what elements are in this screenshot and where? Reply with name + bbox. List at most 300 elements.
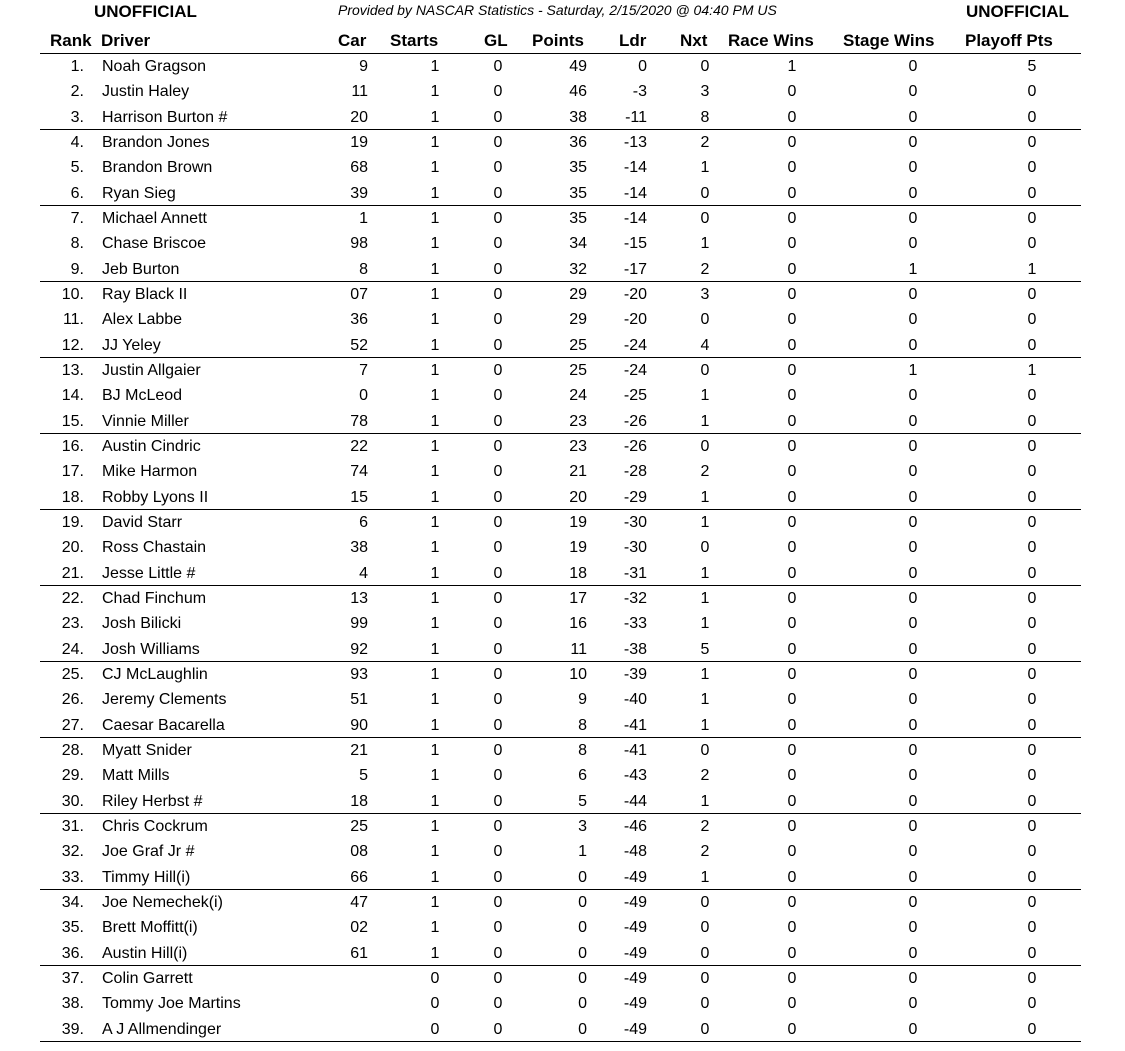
rank-cell: 36.: [61, 944, 84, 962]
rank-cell: 16.: [61, 437, 84, 455]
playoff-pts-cell: 0: [1027, 437, 1037, 455]
ldr-cell: -28: [623, 463, 647, 481]
rank-cell: 6.: [70, 184, 84, 202]
points-cell: 17: [569, 589, 587, 607]
race-wins-cell: 0: [787, 285, 797, 303]
gl-cell: 0: [493, 868, 503, 886]
points-cell: 19: [569, 539, 587, 557]
driver-cell: Brandon Jones: [102, 133, 210, 151]
gl-cell: 0: [493, 83, 503, 101]
car-cell: 7: [359, 361, 368, 379]
car-cell: 07: [350, 285, 368, 303]
driver-cell: Jeb Burton: [102, 260, 180, 278]
gl-cell: 0: [493, 792, 503, 810]
driver-cell: David Starr: [102, 513, 183, 531]
points-cell: 35: [569, 209, 587, 227]
car-cell: 51: [350, 691, 368, 709]
car-cell: 99: [350, 615, 368, 633]
nxt-cell: 0: [700, 437, 710, 455]
stage-wins-cell: 0: [908, 108, 918, 126]
starts-cell: 1: [430, 108, 440, 126]
ldr-cell: -33: [623, 615, 647, 633]
nxt-cell: 1: [700, 412, 710, 430]
car-cell: 98: [350, 235, 368, 253]
starts-cell: 1: [430, 615, 440, 633]
nxt-cell: 1: [700, 691, 710, 709]
stage-wins-cell: 0: [908, 919, 918, 937]
nxt-cell: 0: [700, 184, 710, 202]
unofficial-label-left: UNOFFICIAL: [94, 2, 197, 21]
table-row: [0, 209, 1125, 234]
group-divider: [40, 661, 1081, 662]
race-wins-cell: 0: [787, 691, 797, 709]
nxt-cell: 2: [700, 817, 710, 835]
nxt-cell: 0: [700, 209, 710, 227]
table-row: [0, 589, 1125, 614]
car-cell: 6: [359, 513, 368, 531]
nxt-cell: 8: [700, 108, 710, 126]
ldr-cell: -24: [623, 361, 647, 379]
gl-cell: 0: [493, 159, 503, 177]
race-wins-cell: 0: [787, 615, 797, 633]
race-wins-cell: 0: [787, 336, 797, 354]
nxt-cell: 0: [700, 311, 710, 329]
nxt-cell: 2: [700, 260, 710, 278]
car-cell: 1: [359, 209, 368, 227]
stage-wins-cell: 0: [908, 285, 918, 303]
car-cell: 39: [350, 184, 368, 202]
stage-wins-cell: 0: [908, 995, 918, 1013]
gl-cell: 0: [493, 1020, 503, 1038]
points-cell: 23: [569, 412, 587, 430]
table-row: [0, 918, 1125, 943]
group-divider: [40, 585, 1081, 586]
stage-wins-cell: 0: [908, 235, 918, 253]
nxt-cell: 1: [700, 159, 710, 177]
group-divider: [40, 1041, 1081, 1042]
playoff-pts-cell: 0: [1027, 539, 1037, 557]
driver-cell: Mike Harmon: [102, 463, 198, 481]
gl-cell: 0: [493, 640, 503, 658]
rank-cell: 21.: [61, 564, 84, 582]
ldr-cell: -49: [623, 995, 647, 1013]
driver-cell: Josh Williams: [102, 640, 200, 658]
gl-cell: 0: [493, 260, 503, 278]
playoff-pts-cell: 0: [1027, 767, 1037, 785]
driver-cell: Ross Chastain: [102, 539, 207, 557]
table-row: [0, 361, 1125, 386]
points-cell: 35: [569, 184, 587, 202]
stage-wins-cell: 0: [908, 716, 918, 734]
gl-cell: 0: [493, 58, 503, 75]
stage-wins-cell: 0: [908, 741, 918, 759]
starts-cell: 1: [430, 260, 440, 278]
car-cell: 9: [359, 58, 368, 75]
starts-cell: 1: [430, 919, 440, 937]
playoff-pts-cell: 0: [1027, 209, 1037, 227]
table-row: [0, 462, 1125, 487]
rank-cell: 28.: [61, 741, 84, 759]
playoff-pts-cell: 0: [1027, 235, 1037, 253]
race-wins-cell: 0: [787, 108, 797, 126]
gl-cell: 0: [493, 133, 503, 151]
stage-wins-cell: 0: [908, 843, 918, 861]
starts-cell: 1: [430, 311, 440, 329]
race-wins-cell: 0: [787, 412, 797, 430]
playoff-pts-cell: 0: [1027, 488, 1037, 506]
car-cell: 47: [350, 893, 368, 911]
rank-cell: 1.: [70, 58, 84, 75]
column-header-stage-wins: Stage Wins: [843, 31, 935, 50]
driver-cell: Myatt Snider: [102, 741, 192, 759]
playoff-pts-cell: 1: [1027, 361, 1037, 379]
starts-cell: 1: [430, 58, 440, 75]
driver-cell: A J Allmendinger: [102, 1020, 222, 1038]
car-cell: 78: [350, 412, 368, 430]
column-header-starts: Starts: [390, 31, 439, 50]
starts-cell: 0: [430, 969, 440, 987]
points-cell: 0: [578, 944, 587, 962]
ldr-cell: -13: [623, 133, 647, 151]
table-row: [0, 741, 1125, 766]
points-cell: 10: [569, 665, 587, 683]
table-row: [0, 614, 1125, 639]
points-cell: 3: [578, 817, 587, 835]
driver-cell: Timmy Hill(i): [102, 868, 191, 886]
driver-cell: Colin Garrett: [102, 969, 193, 987]
starts-cell: 1: [430, 387, 440, 405]
car-cell: 5: [359, 767, 368, 785]
stage-wins-cell: 0: [908, 184, 918, 202]
gl-cell: 0: [493, 969, 503, 987]
rank-cell: 22.: [61, 589, 84, 607]
stage-wins-cell: 0: [908, 944, 918, 962]
stage-wins-cell: 0: [908, 58, 918, 75]
rank-cell: 27.: [61, 716, 84, 734]
playoff-pts-cell: 0: [1027, 336, 1037, 354]
group-divider: [40, 889, 1081, 890]
rank-cell: 30.: [61, 792, 84, 810]
gl-cell: 0: [493, 589, 503, 607]
ldr-cell: -25: [623, 387, 647, 405]
starts-cell: 1: [430, 83, 440, 101]
rank-cell: 13.: [61, 361, 84, 379]
playoff-pts-cell: 0: [1027, 133, 1037, 151]
points-cell: 0: [578, 969, 587, 987]
table-row: [0, 158, 1125, 183]
gl-cell: 0: [493, 412, 503, 430]
driver-cell: Chris Cockrum: [102, 817, 208, 835]
table-row: [0, 82, 1125, 107]
car-cell: 36: [350, 311, 368, 329]
car-cell: 8: [359, 260, 368, 278]
ldr-cell: -48: [623, 843, 647, 861]
car-cell: 66: [350, 868, 368, 886]
ldr-cell: -49: [623, 969, 647, 987]
ldr-cell: -49: [623, 893, 647, 911]
ldr-cell: -49: [623, 919, 647, 937]
rank-cell: 5.: [70, 159, 84, 177]
stage-wins-cell: 0: [908, 513, 918, 531]
rank-cell: 15.: [61, 412, 84, 430]
column-header-gl: GL: [484, 31, 508, 50]
ldr-cell: -31: [623, 564, 647, 582]
starts-cell: 1: [430, 159, 440, 177]
race-wins-cell: 0: [787, 589, 797, 607]
group-divider: [40, 129, 1081, 130]
stage-wins-cell: 0: [908, 615, 918, 633]
playoff-pts-cell: 0: [1027, 513, 1037, 531]
playoff-pts-cell: 0: [1027, 564, 1037, 582]
car-cell: 21: [350, 741, 368, 759]
gl-cell: 0: [493, 893, 503, 911]
starts-cell: 1: [430, 741, 440, 759]
playoff-pts-cell: 0: [1027, 615, 1037, 633]
points-cell: 0: [578, 1020, 587, 1038]
car-cell: 02: [350, 919, 368, 937]
driver-cell: Vinnie Miller: [102, 412, 189, 430]
playoff-pts-cell: 0: [1027, 868, 1037, 886]
stage-wins-cell: 0: [908, 387, 918, 405]
stage-wins-cell: 0: [908, 1020, 918, 1038]
playoff-pts-cell: 1: [1027, 260, 1037, 278]
car-cell: 13: [350, 589, 368, 607]
starts-cell: 1: [430, 691, 440, 709]
points-cell: 6: [578, 767, 587, 785]
unofficial-label-right: UNOFFICIAL: [966, 2, 1069, 21]
ldr-cell: -39: [623, 665, 647, 683]
gl-cell: 0: [493, 817, 503, 835]
nxt-cell: 0: [700, 361, 710, 379]
nxt-cell: 3: [700, 285, 710, 303]
rank-cell: 3.: [70, 108, 84, 126]
nxt-cell: 1: [700, 387, 710, 405]
driver-cell: Chase Briscoe: [102, 235, 207, 253]
driver-cell: Matt Mills: [102, 767, 170, 785]
race-wins-cell: 0: [787, 235, 797, 253]
race-wins-cell: 0: [787, 817, 797, 835]
starts-cell: 1: [430, 665, 440, 683]
rank-cell: 2.: [70, 83, 84, 101]
starts-cell: 0: [430, 1020, 440, 1038]
column-header-ldr: Ldr: [619, 31, 647, 50]
points-cell: 35: [569, 159, 587, 177]
ldr-cell: -29: [623, 488, 647, 506]
gl-cell: 0: [493, 615, 503, 633]
race-wins-cell: 0: [787, 665, 797, 683]
group-divider: [40, 813, 1081, 814]
table-row: [0, 57, 1125, 82]
nxt-cell: 0: [700, 969, 710, 987]
starts-cell: 1: [430, 361, 440, 379]
points-cell: 25: [569, 336, 587, 354]
stage-wins-cell: 0: [908, 665, 918, 683]
column-header-playoff-pts: Playoff Pts: [965, 31, 1053, 50]
ldr-cell: -41: [623, 741, 647, 759]
playoff-pts-cell: 0: [1027, 412, 1037, 430]
points-cell: 32: [569, 260, 587, 278]
ldr-cell: -17: [623, 260, 647, 278]
race-wins-cell: 0: [787, 209, 797, 227]
rank-cell: 14.: [61, 387, 84, 405]
group-divider: [40, 737, 1081, 738]
car-cell: 08: [350, 843, 368, 861]
nxt-cell: 5: [700, 640, 710, 658]
car-cell: 11: [351, 83, 368, 101]
driver-cell: Jeremy Clements: [102, 691, 227, 709]
table-row: [0, 842, 1125, 867]
provided-by-text: Provided by NASCAR Statistics - Saturday, 2/15/2020 @ 04:40 PM US: [338, 2, 777, 18]
points-cell: 36: [569, 133, 587, 151]
stage-wins-cell: 0: [908, 640, 918, 658]
gl-cell: 0: [493, 336, 503, 354]
stage-wins-cell: 0: [908, 564, 918, 582]
nxt-cell: 0: [700, 995, 710, 1013]
gl-cell: 0: [493, 235, 503, 253]
starts-cell: 1: [430, 437, 440, 455]
playoff-pts-cell: 5: [1027, 58, 1037, 75]
table-row: [0, 133, 1125, 158]
table-row: [0, 665, 1125, 690]
race-wins-cell: 0: [787, 159, 797, 177]
rank-cell: 37.: [61, 969, 84, 987]
car-cell: 92: [350, 640, 368, 658]
race-wins-cell: 0: [787, 361, 797, 379]
nxt-cell: 1: [700, 665, 710, 683]
rank-cell: 31.: [61, 817, 84, 835]
gl-cell: 0: [493, 311, 503, 329]
nxt-cell: 4: [700, 336, 710, 354]
starts-cell: 1: [430, 716, 440, 734]
playoff-pts-cell: 0: [1027, 387, 1037, 405]
gl-cell: 0: [493, 488, 503, 506]
nxt-cell: 1: [700, 868, 710, 886]
race-wins-cell: 0: [787, 995, 797, 1013]
points-cell: 11: [570, 640, 587, 658]
gl-cell: 0: [493, 995, 503, 1013]
driver-cell: Riley Herbst #: [102, 792, 203, 810]
driver-cell: Ryan Sieg: [102, 184, 176, 202]
starts-cell: 1: [430, 640, 440, 658]
rank-cell: 18.: [61, 488, 84, 506]
table-row: [0, 234, 1125, 259]
race-wins-cell: 0: [787, 311, 797, 329]
rank-cell: 38.: [61, 995, 84, 1013]
gl-cell: 0: [493, 361, 503, 379]
rank-cell: 34.: [61, 893, 84, 911]
gl-cell: 0: [493, 919, 503, 937]
points-cell: 0: [578, 893, 587, 911]
driver-cell: Austin Cindric: [102, 437, 201, 455]
race-wins-cell: 0: [787, 488, 797, 506]
table-row: [0, 437, 1125, 462]
points-cell: 49: [569, 58, 587, 75]
points-cell: 34: [569, 235, 587, 253]
starts-cell: 1: [430, 488, 440, 506]
playoff-pts-cell: 0: [1027, 159, 1037, 177]
rank-cell: 35.: [61, 919, 84, 937]
ldr-cell: -41: [623, 716, 647, 734]
stage-wins-cell: 0: [908, 969, 918, 987]
starts-cell: 1: [430, 944, 440, 962]
rank-cell: 17.: [61, 463, 84, 481]
table-row: [0, 994, 1125, 1019]
playoff-pts-cell: 0: [1027, 995, 1037, 1013]
driver-cell: Austin Hill(i): [102, 944, 188, 962]
starts-cell: 1: [430, 133, 440, 151]
stage-wins-cell: 0: [908, 792, 918, 810]
ldr-cell: -14: [623, 209, 647, 227]
ldr-cell: -11: [625, 108, 647, 126]
car-cell: 22: [350, 437, 368, 455]
driver-cell: Noah Gragson: [102, 58, 207, 75]
gl-cell: 0: [493, 564, 503, 582]
playoff-pts-cell: 0: [1027, 944, 1037, 962]
driver-cell: Brandon Brown: [102, 159, 213, 177]
playoff-pts-cell: 0: [1027, 640, 1037, 658]
rank-cell: 12.: [61, 336, 84, 354]
race-wins-cell: 0: [787, 919, 797, 937]
group-divider: [40, 509, 1081, 510]
ldr-cell: -26: [623, 437, 647, 455]
rank-cell: 7.: [70, 209, 84, 227]
race-wins-cell: 0: [787, 184, 797, 202]
starts-cell: 1: [430, 285, 440, 303]
ldr-cell: -32: [623, 589, 647, 607]
rank-cell: 10.: [61, 285, 84, 303]
driver-cell: Michael Annett: [102, 209, 207, 227]
rank-cell: 25.: [61, 665, 84, 683]
gl-cell: 0: [493, 184, 503, 202]
group-divider: [40, 281, 1081, 282]
nxt-cell: 1: [700, 513, 710, 531]
ldr-cell: -26: [623, 412, 647, 430]
points-cell: 29: [569, 311, 587, 329]
column-header-car: Car: [338, 31, 367, 50]
ldr-cell: -49: [623, 1020, 647, 1038]
ldr-cell: 0: [638, 58, 647, 75]
ldr-cell: -49: [623, 868, 647, 886]
rank-cell: 11.: [62, 311, 84, 329]
starts-cell: 1: [430, 336, 440, 354]
points-cell: 23: [569, 437, 587, 455]
race-wins-cell: 0: [787, 969, 797, 987]
ldr-cell: -46: [623, 817, 647, 835]
car-cell: 20: [350, 108, 368, 126]
driver-cell: Joe Nemechek(i): [102, 893, 223, 911]
gl-cell: 0: [493, 437, 503, 455]
nxt-cell: 1: [700, 589, 710, 607]
nxt-cell: 2: [700, 133, 710, 151]
ldr-cell: -24: [623, 336, 647, 354]
car-cell: 68: [350, 159, 368, 177]
gl-cell: 0: [493, 539, 503, 557]
car-cell: 18: [350, 792, 368, 810]
points-cell: 24: [569, 387, 587, 405]
driver-cell: Alex Labbe: [102, 311, 183, 329]
driver-cell: Robby Lyons II: [102, 488, 209, 506]
starts-cell: 1: [430, 209, 440, 227]
starts-cell: 1: [430, 184, 440, 202]
stage-wins-cell: 1: [908, 260, 918, 278]
points-cell: 8: [578, 716, 587, 734]
group-divider: [40, 965, 1081, 966]
race-wins-cell: 0: [787, 944, 797, 962]
points-cell: 0: [578, 995, 587, 1013]
nxt-cell: 2: [700, 843, 710, 861]
gl-cell: 0: [493, 716, 503, 734]
stage-wins-cell: 0: [908, 412, 918, 430]
